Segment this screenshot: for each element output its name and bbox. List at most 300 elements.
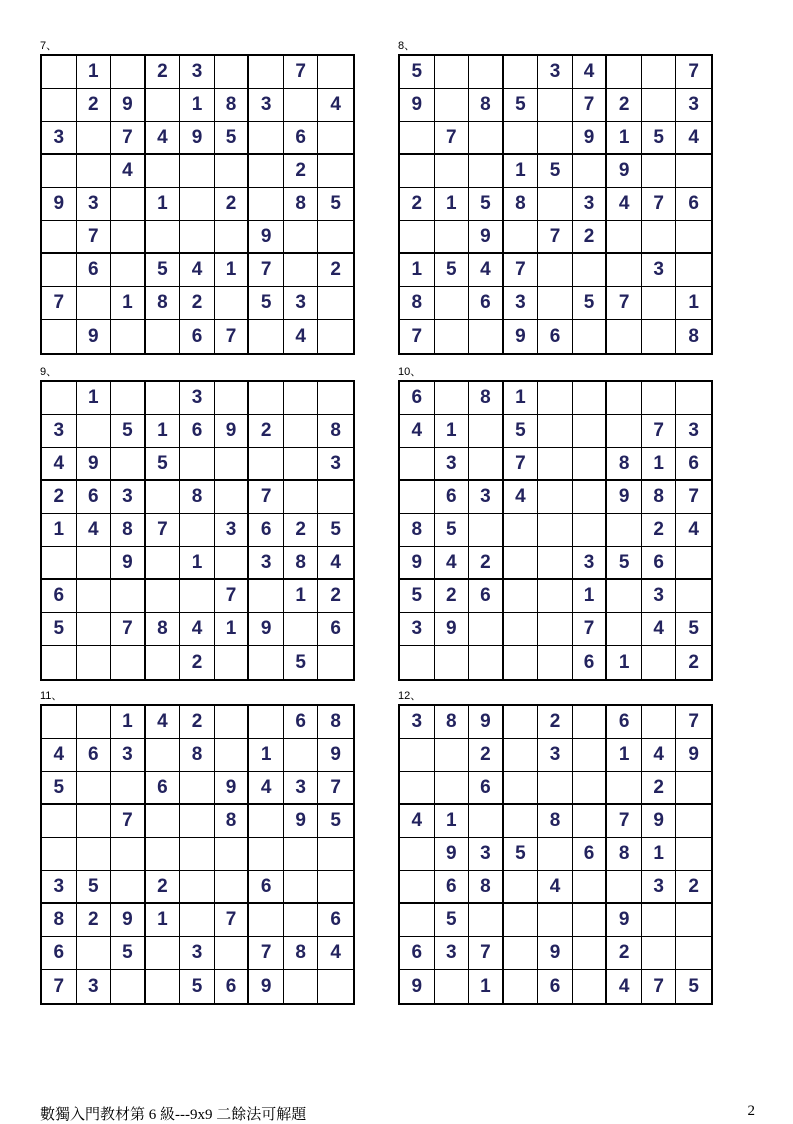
sudoku-cell: 9: [111, 904, 146, 937]
sudoku-cell: [42, 706, 77, 739]
sudoku-cell: 6: [146, 772, 181, 805]
sudoku-cell: [111, 221, 146, 254]
sudoku-cell: 9: [400, 970, 435, 1003]
sudoku-cell: 4: [504, 481, 539, 514]
sudoku-cell: 8: [42, 904, 77, 937]
sudoku-cell: [249, 838, 284, 871]
sudoku-cell: 5: [676, 613, 711, 646]
sudoku-cell: 5: [504, 89, 539, 122]
sudoku-cell: [573, 514, 608, 547]
sudoku-cell: [538, 481, 573, 514]
sudoku-cell: 6: [42, 937, 77, 970]
sudoku-cell: 2: [215, 188, 250, 221]
sudoku-cell: [642, 89, 677, 122]
sudoku-cell: [284, 254, 319, 287]
sudoku-cell: 2: [642, 514, 677, 547]
sudoku-cell: 6: [676, 448, 711, 481]
sudoku-cell: [249, 320, 284, 353]
sudoku-cell: [573, 970, 608, 1003]
sudoku-cell: 9: [77, 320, 112, 353]
sudoku-cell: [573, 805, 608, 838]
sudoku-cell: 7: [538, 221, 573, 254]
sudoku-cell: [469, 155, 504, 188]
sudoku-cell: [469, 56, 504, 89]
sudoku-cell: 3: [249, 89, 284, 122]
sudoku-cell: 5: [400, 56, 435, 89]
sudoku-cell: 5: [249, 287, 284, 320]
sudoku-cell: 1: [642, 448, 677, 481]
sudoku-cell: [146, 970, 181, 1003]
sudoku-cell: [111, 871, 146, 904]
sudoku-cell: 6: [676, 188, 711, 221]
sudoku-cell: [573, 871, 608, 904]
sudoku-cell: [42, 838, 77, 871]
sudoku-cell: 2: [688, 651, 699, 673]
sudoku-cell: 9: [400, 547, 435, 580]
sudoku-cell: [77, 155, 112, 188]
sudoku-cell: [607, 254, 642, 287]
sudoku-cell: [180, 448, 215, 481]
sudoku-cell: 9: [249, 221, 284, 254]
sudoku-cell: 4: [318, 89, 353, 122]
sudoku-cell: 1: [607, 739, 642, 772]
sudoku-cell: [215, 706, 250, 739]
sudoku-cell: [318, 838, 353, 871]
sudoku-cell: 3: [111, 739, 146, 772]
sudoku-cell: [111, 580, 146, 613]
sudoku-cell: 5: [642, 122, 677, 155]
sudoku-cell: [573, 481, 608, 514]
sudoku-cell: 7: [573, 89, 608, 122]
sudoku-cell: 1: [607, 122, 642, 155]
sudoku-cell: [504, 514, 539, 547]
sudoku-cell: [249, 155, 284, 188]
sudoku-cell: 3: [42, 122, 77, 155]
sudoku-cell: 4: [42, 739, 77, 772]
sudoku-cell: [642, 646, 677, 679]
sudoku-cell: [111, 56, 146, 89]
sudoku-cell: 8: [180, 481, 215, 514]
sudoku-cell: [318, 122, 353, 155]
sudoku-cell: [180, 805, 215, 838]
sudoku-cell: [284, 89, 319, 122]
sudoku-cell: 6: [400, 382, 435, 415]
sudoku-cell: 6: [284, 706, 319, 739]
sudoku-cell: 7: [215, 580, 250, 613]
sudoku-cell: [538, 254, 573, 287]
sudoku-cell: [400, 904, 435, 937]
sudoku-cell: [318, 871, 353, 904]
sudoku-cell: 4: [573, 56, 608, 89]
sudoku-cell: 3: [249, 547, 284, 580]
sudoku-cell: [469, 122, 504, 155]
sudoku-cell: 1: [249, 739, 284, 772]
sudoku-cell: [180, 772, 215, 805]
sudoku-cell: [573, 448, 608, 481]
sudoku-cell: [607, 871, 642, 904]
sudoku-cell: [111, 646, 146, 679]
sudoku-cell: 9: [249, 613, 284, 646]
sudoku-cell: 4: [676, 514, 711, 547]
puzzle-label: 8、: [398, 40, 416, 52]
sudoku-cell: 6: [642, 547, 677, 580]
sudoku-cell: [215, 838, 250, 871]
sudoku-cell: 6: [400, 937, 435, 970]
sudoku-cell: 6: [607, 706, 642, 739]
sudoku-cell: [111, 320, 146, 353]
sudoku-cell: 7: [607, 287, 642, 320]
sudoku-cell: [469, 514, 504, 547]
sudoku-cell: [607, 320, 642, 353]
sudoku-cell: [215, 221, 250, 254]
sudoku-cell: 7: [642, 970, 677, 1003]
sudoku-cell: [284, 613, 319, 646]
sudoku-cell: 8: [318, 415, 353, 448]
sudoku-cell: 1: [435, 805, 470, 838]
sudoku-cell: [573, 937, 608, 970]
sudoku-cell: 7: [111, 805, 146, 838]
sudoku-cell: [77, 122, 112, 155]
sudoku-cell: [42, 805, 77, 838]
sudoku-cell: [249, 805, 284, 838]
sudoku-cell: 5: [538, 155, 573, 188]
sudoku-cell: 4: [642, 739, 677, 772]
sudoku-cell: 6: [42, 580, 77, 613]
sudoku-cell: [180, 221, 215, 254]
sudoku-cell: [400, 838, 435, 871]
sudoku-cell: [538, 580, 573, 613]
sudoku-cell: 2: [77, 904, 112, 937]
sudoku-cell: 7: [400, 320, 435, 353]
sudoku-cell: 2: [469, 739, 504, 772]
sudoku-cell: [215, 287, 250, 320]
sudoku-cell: [642, 706, 677, 739]
sudoku-cell: 1: [111, 287, 146, 320]
sudoku-cell: 5: [435, 514, 470, 547]
sudoku-cell: 1: [607, 646, 642, 679]
sudoku-cell: [146, 646, 181, 679]
sudoku-cell: 7: [146, 514, 181, 547]
sudoku-cell: 9: [42, 188, 77, 221]
sudoku-cell: 4: [146, 706, 181, 739]
sudoku-cell: [676, 547, 711, 580]
sudoku-cell: 3: [284, 772, 319, 805]
sudoku-cell: 6: [469, 287, 504, 320]
sudoku-cell: 9: [538, 937, 573, 970]
sudoku-cell: [676, 382, 711, 415]
sudoku-cell: 9: [676, 739, 711, 772]
sudoku-cell: 7: [111, 122, 146, 155]
sudoku-grid: [40, 54, 355, 355]
sudoku-cell: 5: [146, 254, 181, 287]
sudoku-cell: 6: [573, 838, 608, 871]
sudoku-cell: [318, 155, 353, 188]
sudoku-cell: 7: [215, 320, 250, 353]
sudoku-cell: 4: [469, 254, 504, 287]
sudoku-cell: [400, 448, 435, 481]
sudoku-cell: 4: [607, 188, 642, 221]
sudoku-cell: [180, 514, 215, 547]
sudoku-cell: 6: [469, 772, 504, 805]
sudoku-cell: 1: [111, 706, 146, 739]
sudoku-cell: [573, 155, 608, 188]
sudoku-cell: [146, 739, 181, 772]
sudoku-cell: 2: [146, 871, 181, 904]
sudoku-cell: [77, 547, 112, 580]
sudoku-cell: [111, 254, 146, 287]
sudoku-cell: 5: [111, 415, 146, 448]
sudoku-cell: 4: [42, 448, 77, 481]
sudoku-cell: [400, 155, 435, 188]
sudoku-cell: 8: [146, 287, 181, 320]
sudoku-cell: 8: [180, 739, 215, 772]
sudoku-cell: [435, 89, 470, 122]
sudoku-cell: [400, 646, 435, 679]
sudoku-cell: 2: [573, 221, 608, 254]
sudoku-cell: [607, 514, 642, 547]
sudoku-cell: [504, 805, 539, 838]
sudoku-cell: 2: [676, 871, 711, 904]
sudoku-cell: 6: [77, 481, 112, 514]
sudoku-cell: 1: [146, 415, 181, 448]
sudoku-cell: [435, 320, 470, 353]
sudoku-cell: [435, 287, 470, 320]
sudoku-cell: 9: [435, 838, 470, 871]
sudoku-cell: [42, 221, 77, 254]
sudoku-cell: 5: [400, 580, 435, 613]
sudoku-cell: 8: [215, 89, 250, 122]
sudoku-cell: [676, 254, 711, 287]
sudoku-cell: [77, 805, 112, 838]
sudoku-cell: [469, 320, 504, 353]
sudoku-cell: 5: [77, 871, 112, 904]
sudoku-cell: [249, 448, 284, 481]
puzzle-label: 9、: [40, 366, 58, 378]
sudoku-cell: 8: [284, 547, 319, 580]
sudoku-cell: [435, 221, 470, 254]
sudoku-cell: 5: [435, 904, 470, 937]
sudoku-cell: 3: [469, 838, 504, 871]
sudoku-cell: [400, 122, 435, 155]
sudoku-cell: 8: [688, 325, 699, 347]
sudoku-grid: [398, 704, 713, 1005]
sudoku-cell: [77, 772, 112, 805]
sudoku-cell: [180, 904, 215, 937]
sudoku-cell: [400, 221, 435, 254]
sudoku-cell: [146, 937, 181, 970]
sudoku-cell: [469, 904, 504, 937]
sudoku-cell: 8: [504, 188, 539, 221]
sudoku-cell: 7: [504, 254, 539, 287]
sudoku-cell: [607, 772, 642, 805]
sudoku-cell: [538, 904, 573, 937]
sudoku-cell: 8: [607, 448, 642, 481]
sudoku-cell: [249, 56, 284, 89]
sudoku-cell: [676, 904, 711, 937]
sudoku-cell: [284, 970, 319, 1003]
sudoku-cell: 8: [435, 706, 470, 739]
sudoku-cell: [538, 646, 573, 679]
sudoku-cell: [435, 772, 470, 805]
sudoku-cell: 6: [538, 320, 573, 353]
sudoku-cell: [318, 221, 353, 254]
sudoku-cell: 1: [146, 904, 181, 937]
sudoku-cell: 3: [642, 580, 677, 613]
sudoku-cell: [77, 613, 112, 646]
sudoku-cell: 2: [42, 481, 77, 514]
sudoku-cell: 1: [284, 580, 319, 613]
sudoku-cell: 8: [400, 287, 435, 320]
sudoku-cell: [215, 646, 250, 679]
sudoku-cell: 2: [400, 188, 435, 221]
sudoku-cell: [146, 89, 181, 122]
sudoku-cell: [538, 382, 573, 415]
sudoku-cell: 6: [538, 970, 573, 1003]
sudoku-cell: 5: [146, 448, 181, 481]
sudoku-cell: [42, 56, 77, 89]
sudoku-cell: 3: [180, 382, 215, 415]
sudoku-cell: 7: [676, 56, 711, 89]
sudoku-cell: [676, 838, 711, 871]
sudoku-grid: [40, 380, 355, 681]
sudoku-cell: [607, 580, 642, 613]
sudoku-cell: 8: [284, 937, 319, 970]
sudoku-cell: [400, 772, 435, 805]
sudoku-cell: 3: [111, 481, 146, 514]
sudoku-cell: 7: [284, 56, 319, 89]
sudoku-cell: 1: [215, 254, 250, 287]
sudoku-cell: [573, 772, 608, 805]
sudoku-cell: 6: [573, 646, 608, 679]
sudoku-cell: [538, 89, 573, 122]
sudoku-cell: [642, 287, 677, 320]
sudoku-cell: [538, 547, 573, 580]
sudoku-cell: [146, 805, 181, 838]
sudoku-cell: 6: [77, 254, 112, 287]
sudoku-cell: 5: [435, 254, 470, 287]
sudoku-grid: [398, 54, 713, 355]
sudoku-cell: 9: [111, 89, 146, 122]
sudoku-grid: [40, 704, 355, 1005]
sudoku-cell: 2: [469, 547, 504, 580]
sudoku-cell: 3: [573, 547, 608, 580]
sudoku-cell: 9: [400, 89, 435, 122]
sudoku-cell: 7: [676, 481, 711, 514]
sudoku-cell: [146, 320, 181, 353]
sudoku-cell: 6: [249, 514, 284, 547]
sudoku-cell: 4: [607, 970, 642, 1003]
footer-title: 數獨入門教材第 6 級---9x9 二餘法可解題: [40, 1107, 307, 1123]
sudoku-cell: 8: [111, 514, 146, 547]
sudoku-cell: 4: [284, 320, 319, 353]
sudoku-cell: 8: [146, 613, 181, 646]
sudoku-cell: 9: [469, 706, 504, 739]
sudoku-cell: 9: [607, 155, 642, 188]
sudoku-cell: 9: [180, 122, 215, 155]
sudoku-cell: 1: [215, 613, 250, 646]
sudoku-cell: [111, 772, 146, 805]
sudoku-cell: 6: [318, 904, 353, 937]
puzzle-label: 12、: [398, 690, 422, 702]
sudoku-cell: [77, 646, 112, 679]
sudoku-cell: 7: [642, 188, 677, 221]
sudoku-cell: 9: [642, 805, 677, 838]
sudoku-cell: 6: [180, 415, 215, 448]
sudoku-cell: [215, 382, 250, 415]
sudoku-cell: [573, 415, 608, 448]
sudoku-cell: 4: [180, 254, 215, 287]
sudoku-cell: 8: [400, 514, 435, 547]
sudoku-cell: 4: [180, 613, 215, 646]
sudoku-cell: [284, 739, 319, 772]
sudoku-cell: 4: [318, 547, 353, 580]
sudoku-cell: [435, 739, 470, 772]
sudoku-cell: 4: [400, 805, 435, 838]
sudoku-cell: 2: [538, 706, 573, 739]
sudoku-cell: [284, 448, 319, 481]
sudoku-cell: 3: [42, 871, 77, 904]
sudoku-cell: 7: [42, 287, 77, 320]
sudoku-cell: 6: [435, 481, 470, 514]
sudoku-cell: 3: [318, 448, 353, 481]
sudoku-cell: 2: [77, 89, 112, 122]
sudoku-cell: 4: [676, 122, 711, 155]
sudoku-cell: 6: [284, 122, 319, 155]
sudoku-cell: 9: [504, 320, 539, 353]
sudoku-cell: [607, 221, 642, 254]
sudoku-cell: [180, 188, 215, 221]
sudoku-cell: 3: [215, 514, 250, 547]
sudoku-cell: [469, 415, 504, 448]
sudoku-cell: [249, 580, 284, 613]
sudoku-cell: [77, 287, 112, 320]
sudoku-cell: [318, 56, 353, 89]
sudoku-cell: 1: [180, 547, 215, 580]
sudoku-cell: [42, 646, 77, 679]
sudoku-cell: 9: [111, 547, 146, 580]
sudoku-cell: 4: [400, 415, 435, 448]
sudoku-cell: 7: [215, 904, 250, 937]
sudoku-cell: [538, 415, 573, 448]
sudoku-cell: [400, 739, 435, 772]
sudoku-cell: [573, 382, 608, 415]
sudoku-cell: 7: [435, 122, 470, 155]
sudoku-cell: [318, 320, 353, 353]
sudoku-cell: [573, 706, 608, 739]
sudoku-cell: 4: [111, 155, 146, 188]
sudoku-cell: 7: [249, 254, 284, 287]
sudoku-cell: 2: [284, 514, 319, 547]
sudoku-cell: 8: [318, 706, 353, 739]
sudoku-cell: 5: [469, 188, 504, 221]
sudoku-cell: 3: [676, 89, 711, 122]
sudoku-cell: 4: [435, 547, 470, 580]
sudoku-cell: [111, 838, 146, 871]
sudoku-cell: 7: [676, 706, 711, 739]
sudoku-cell: [111, 970, 146, 1003]
sudoku-cell: [573, 320, 608, 353]
sudoku-cell: [284, 838, 319, 871]
sudoku-cell: [538, 188, 573, 221]
sudoku-cell: [538, 448, 573, 481]
sudoku-cell: [180, 838, 215, 871]
sudoku-cell: 5: [318, 188, 353, 221]
sudoku-cell: 3: [676, 415, 711, 448]
sudoku-cell: [504, 646, 539, 679]
sudoku-cell: 5: [688, 975, 699, 997]
sudoku-cell: [318, 481, 353, 514]
sudoku-cell: 3: [538, 739, 573, 772]
